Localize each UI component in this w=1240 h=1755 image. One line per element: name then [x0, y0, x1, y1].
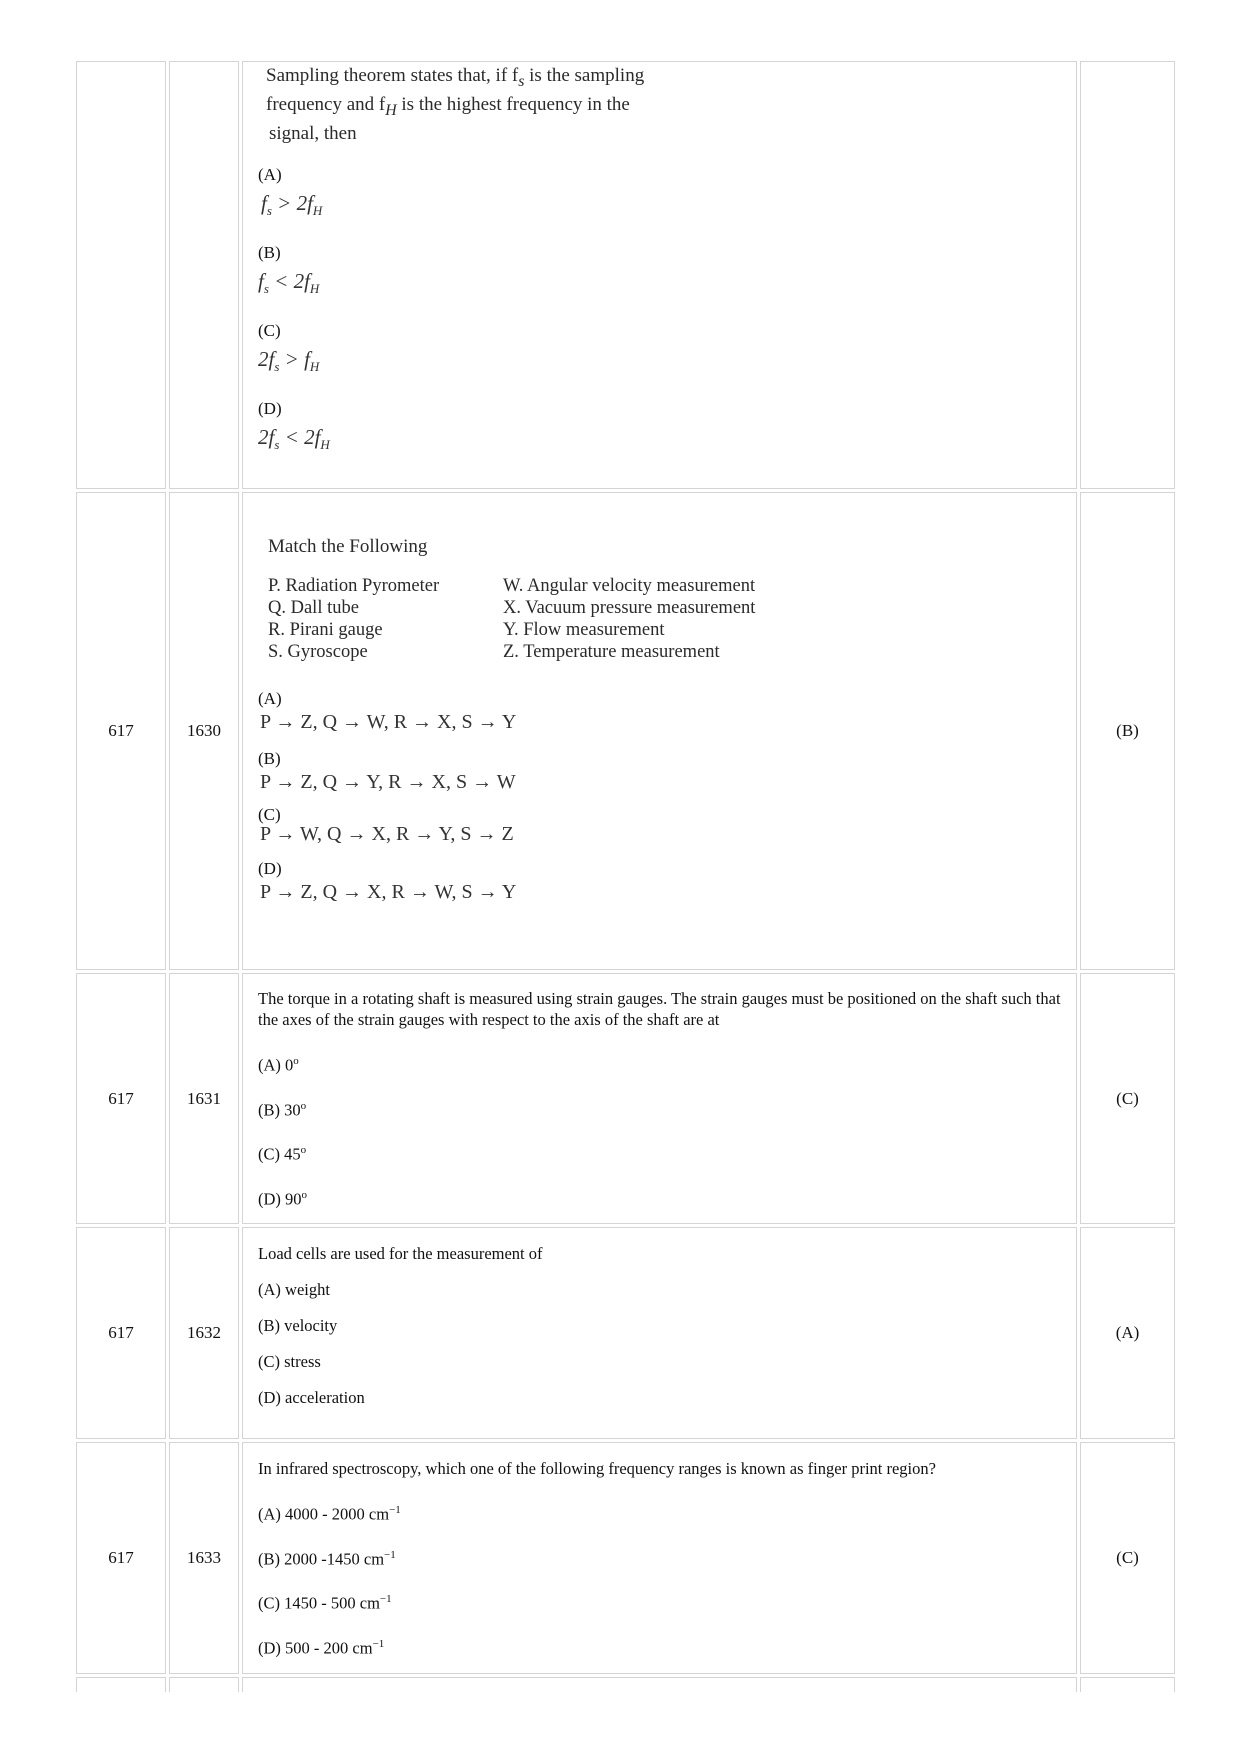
question-stem: Sampling theorem states that, if $f_s$ is the sampling frequency and $f_H$ is the highest frequency in the signal, then: [266, 65, 645, 144]
option-label: (C): [258, 320, 281, 340]
table-row: [76, 1677, 1175, 1692]
question-id-cell: 1631: [169, 973, 239, 1224]
match-right-item: Z. Temperature measurement: [503, 642, 720, 662]
answer-cell: (B): [1080, 492, 1175, 970]
option-item: (A) 0$^o$: [258, 1055, 299, 1075]
question-id-cell: 1632: [169, 1227, 239, 1439]
question-cell: [242, 1227, 1077, 1439]
match-right-item: W. Angular velocity measurement: [503, 576, 756, 596]
option-expression: $2f_s < 2f_H$: [258, 425, 330, 453]
answer-cell: (C): [1080, 1442, 1175, 1674]
question-cell: [242, 973, 1077, 1224]
question-stem: Load cells are used for the measurement of: [258, 1244, 543, 1263]
table-row: [76, 61, 1175, 489]
table-row: [76, 1227, 1175, 1439]
option-list: [258, 689, 1076, 905]
question-id-cell: [169, 1677, 239, 1692]
option-item: (A) weight: [258, 1280, 330, 1299]
option-list: [258, 1280, 1076, 1408]
option-expression: $f_s < 2f_H$: [258, 268, 320, 296]
question-id-cell: 1630: [169, 492, 239, 970]
question-stem: The torque in a rotating shaft is measured using strain gauges. The strain gauges must be positioned on the shaft such that the axes of the strain gauges with respect to the axis of the shaft are at: [258, 989, 1061, 1029]
option-item: (C) 45$^o$: [258, 1144, 307, 1164]
option-item: (A) 4000 - 2000 $cm^{-1}$: [258, 1504, 401, 1524]
option-list: [258, 1500, 1076, 1658]
option-label: (A): [258, 689, 282, 708]
answer-cell: [1080, 61, 1175, 489]
match-columns: [268, 575, 1076, 663]
question-cell: [242, 1442, 1077, 1674]
question-cell: [242, 492, 1077, 970]
exam-code-cell: [76, 61, 166, 489]
exam-code-cell: 617: [76, 973, 166, 1224]
option-item: (D) acceleration: [258, 1388, 365, 1407]
question-id-cell: 1633: [169, 1442, 239, 1674]
option-item: (D) 500 - 200 $cm^{-1}$: [258, 1637, 385, 1657]
option-label: (B): [258, 242, 281, 262]
table-row: [76, 973, 1175, 1224]
question-cell: [242, 61, 1077, 489]
answer-cell: (A): [1080, 1227, 1175, 1439]
match-title: Match the Following: [268, 536, 428, 557]
option-expression: P → Z, Q → X, R → W, S → Y: [260, 881, 517, 903]
match-right-item: Y. Flow measurement: [503, 620, 665, 640]
option-expression: $f_s > 2f_H$: [261, 190, 323, 218]
option-item: (C) 1450 - 500 $cm^{-1}$: [258, 1593, 392, 1613]
option-list: [258, 1051, 1076, 1209]
option-item: (C) stress: [258, 1352, 321, 1371]
question-cell: [242, 1677, 1077, 1692]
option-list: [258, 165, 1076, 460]
match-left-item: Q. Dall tube: [268, 598, 359, 618]
question-table-page: [73, 58, 1175, 1698]
option-expression: $2f_s > f_H$: [258, 346, 320, 375]
option-label: (C): [258, 805, 281, 824]
match-right-item: X. Vacuum pressure measurement: [503, 598, 756, 618]
option-label: (B): [258, 749, 281, 768]
option-item: (B) velocity: [258, 1316, 338, 1335]
table-row: [76, 492, 1175, 970]
answer-cell: (C): [1080, 973, 1175, 1224]
exam-code-cell: 617: [76, 492, 166, 970]
match-left-item: P. Radiation Pyrometer: [268, 576, 440, 596]
option-item: (B) 2000 -1450 $cm^{-1}$: [258, 1548, 396, 1568]
match-left-item: R. Pirani gauge: [268, 620, 383, 640]
question-stem: In infrared spectroscopy, which one of the following frequency ranges is known as finger print region?: [258, 1459, 936, 1478]
option-label: (A): [258, 164, 282, 184]
exam-code-cell: 617: [76, 1442, 166, 1674]
option-item: (D) 90$^o$: [258, 1188, 308, 1208]
exam-code-cell: 617: [76, 1227, 166, 1439]
option-label: (D): [258, 859, 282, 878]
option-expression: P → Z, Q → W, R → X, S → Y: [260, 711, 517, 733]
question-table: [73, 58, 1178, 1695]
answer-cell: [1080, 1677, 1175, 1692]
option-item: (B) 30$^o$: [258, 1099, 307, 1119]
option-expression: P → W, Q → X, R → Y, S → Z: [260, 823, 514, 845]
question-id-cell: [169, 61, 239, 489]
option-expression: P → Z, Q → Y, R → X, S → W: [260, 771, 516, 793]
option-label: (D): [258, 399, 282, 419]
match-left-item: S. Gyroscope: [268, 642, 368, 662]
table-row: [76, 1442, 1175, 1674]
exam-code-cell: [76, 1677, 166, 1692]
